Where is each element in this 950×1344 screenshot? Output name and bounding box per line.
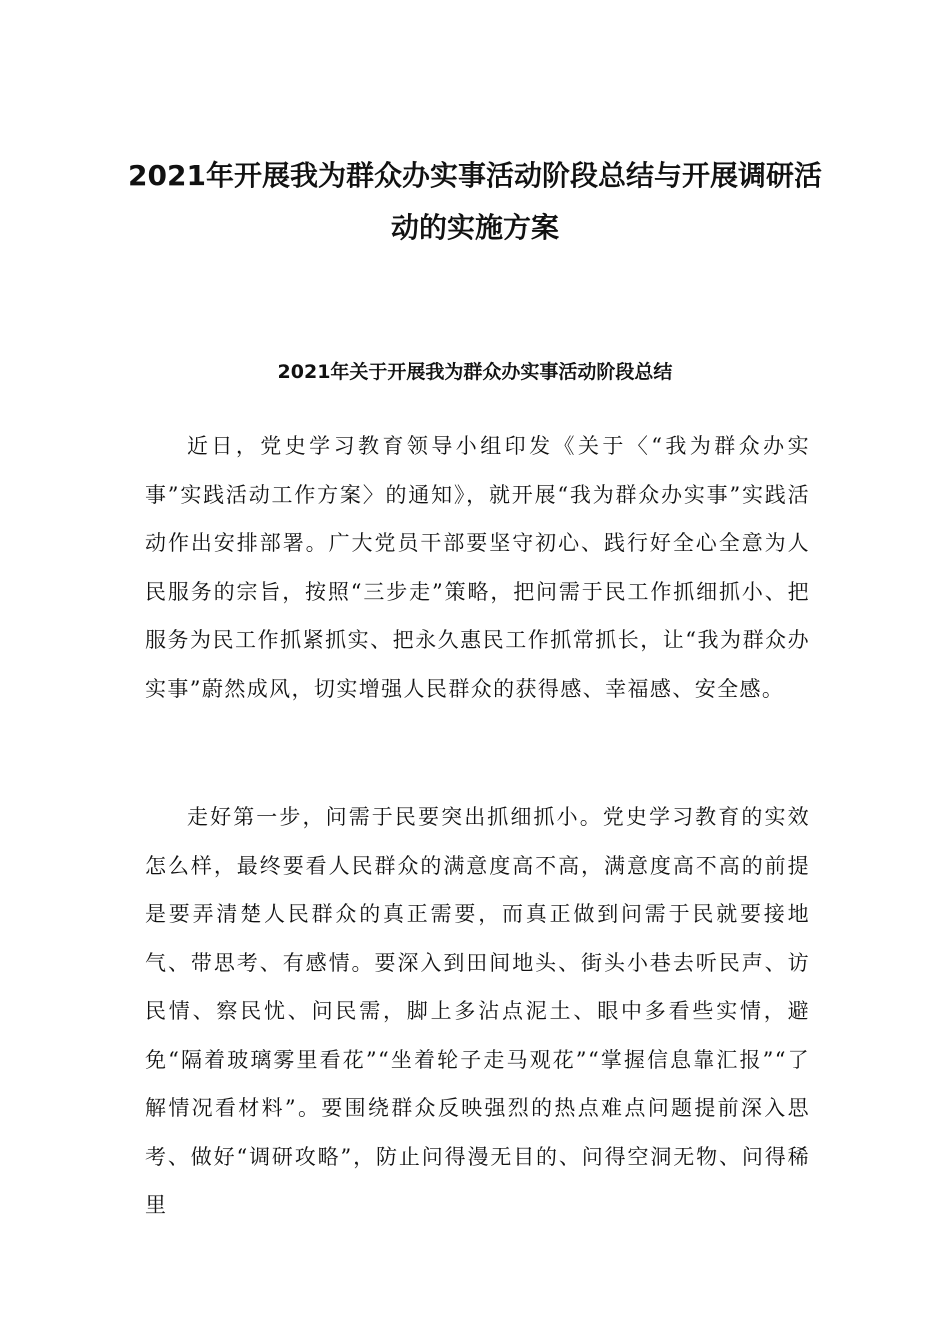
section-heading: 2021年关于开展我为群众办实事活动阶段总结 <box>277 361 673 383</box>
paragraph: 走好第一步，问需于民要突出抓细抓小。党史学习教育的实效怎么样，最终要看人民群众的满意度高不高，满意度高不高的前提是要弄清楚人民群众的真正需要，而真正做到问需于民就要接地气、带思考、有感情。要深入到田间地头、街头小巷去听民声、访民情、察民忧、问民需，脚上多沾点泥土、眼中多看些实情，避免“隔着玻璃雾里看花”“坐着轮子走马观花”“掌握信息靠汇报”“了解情况看材料”。要围绕群众反映强烈的热点难点问题提前深入思考、做好“调研攻略”，防止问得漫无目的、问得空洞无物、问得稀里 <box>145 805 810 1217</box>
paragraph: 近日，党史学习教育领导小组印发《关于〈“我为群众办实事”实践活动工作方案〉的通知》，就开展“我为群众办实事”实践活动作出安排部署。广大党员干部要坚守初心、践行好全心全意为人民服务的宗旨，按照“三步走”策略，把问需于民工作抓细抓小、把服务为民工作抓紧抓实、把永久惠民工作抓常抓长，让“我为群众办实事”蔚然成风，切实增强人民群众的获得感、幸福感、安全感。 <box>145 434 810 701</box>
document-title: 2021年开展我为群众办实事活动阶段总结与开展调研活动的实施方案 <box>128 159 822 244</box>
